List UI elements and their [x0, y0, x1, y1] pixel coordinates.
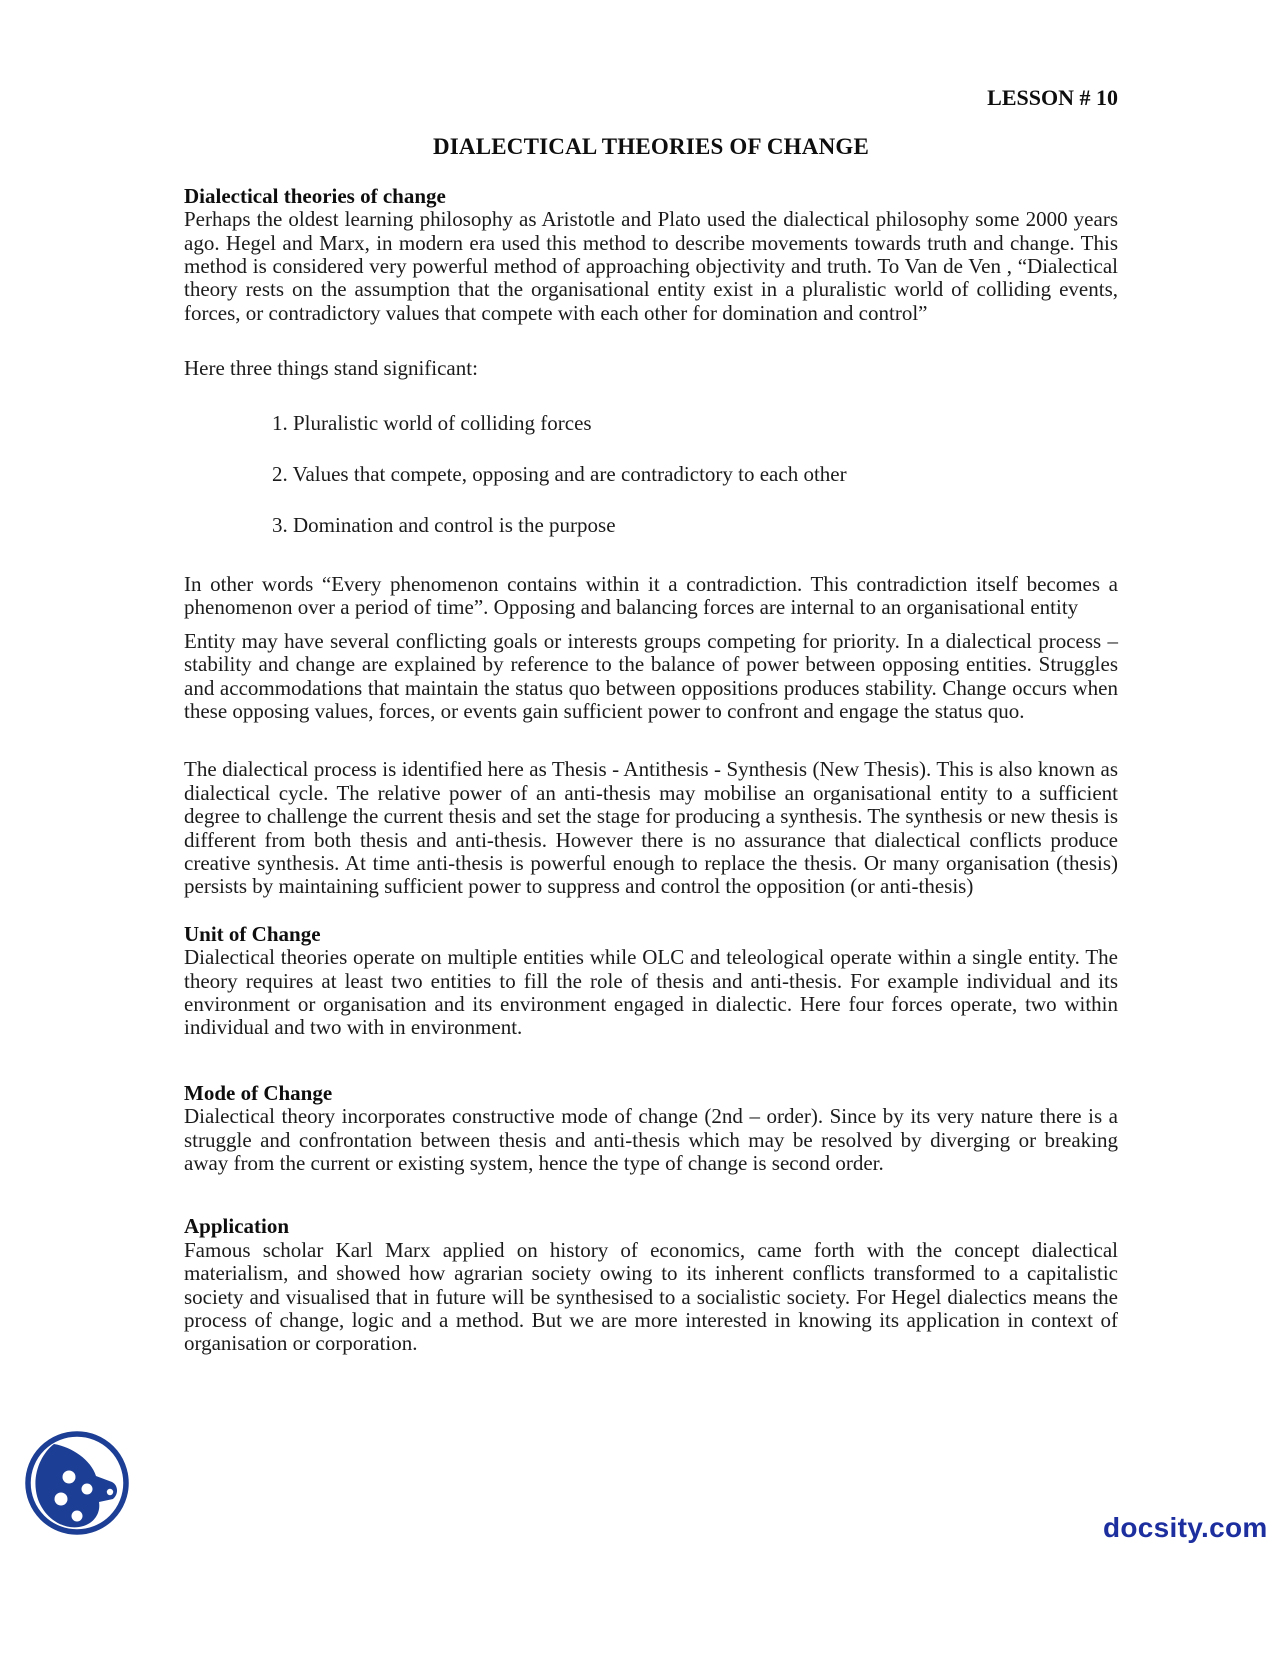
paragraph-intro: Perhaps the oldest learning philosophy as Aristotle and Plato used the dialectical philosophy some 2000 years ago. Hegel and Marx, in modern era used this method to describe movements towards truth and change. This method is considered very powerful method of approaching objectivity and truth. To Van de Ven , “Dialectical theory rests on the assumption that the organisational entity exist in a pluralistic world of colliding events, forces, or contradictory values that compete with each other for domination and control”: [184, 207, 1118, 325]
docsity-watermark-link[interactable]: docsity.com: [1103, 1512, 1268, 1543]
section-heading-mode-of-change: Mode of Change: [184, 1080, 333, 1105]
paragraph-entity: Entity may have several conflicting goals or interests groups competing for priority. In a dialectical process – stability and change are explained by reference to the balance of power between opposing entities. Struggles and accommodations that maintain the status quo between oppositions produces stability. Change occurs when these opposing values, forces, or events gain sufficient power to confront and engage the status quo.: [184, 628, 1118, 723]
lesson-number: LESSON # 10: [987, 85, 1118, 110]
list-item: 2. Values that compete, opposing and are contradictory to each other: [272, 462, 847, 487]
section-heading-application: Application: [184, 1214, 290, 1239]
paragraph-process: The dialectical process is identified here as Thesis - Antithesis - Synthesis (New Thesis). This is also known as dialectical cycle. The relative power of an anti-thesis may mobilise an organisational entity to a sufficient degree to challenge the current thesis and set the stage for producing a synthesis. The synthesis or new thesis is different from both thesis and anti-thesis. However there is no assurance that dialectical conflicts produce creative synthesis. At time anti-thesis is powerful enough to replace the thesis. Or many organisation (thesis) persists by maintaining sufficient power to suppress and control the opposition (or anti-thesis): [184, 757, 1118, 899]
paragraph-quote: In other words “Every phenomenon contains within it a contradiction. This contradiction itself becomes a phenomenon over a period of time”. Opposing and balancing forces are internal to an organisational entity: [184, 571, 1118, 620]
list-item: 3. Domination and control is the purpose: [272, 513, 616, 538]
list-item: 1. Pluralistic world of colliding forces: [272, 410, 592, 435]
paragraph-application: Famous scholar Karl Marx applied on history of economics, came forth with the concept dialectical materialism, and showed how agrarian society owing to its inherent conflicts transformed to a capitalistic society and visualised that in future will be synthesised to a socialistic society. For Hegel dialectics means the process of change, logic and a method. But we are more interested in knowing its application in context of organisation or corporation.: [184, 1237, 1118, 1356]
section-heading-unit-of-change: Unit of Change: [184, 921, 321, 946]
section-heading-dialectical-theories: Dialectical theories of change: [184, 183, 446, 208]
significant-intro: Here three things stand significant:: [184, 356, 478, 381]
page-title: DIALECTICAL THEORIES OF CHANGE: [432, 134, 870, 160]
docsity-logo-icon: [22, 1429, 132, 1537]
document-content: [184, 86, 1118, 1356]
paragraph-unit-of-change: Dialectical theories operate on multiple entities while OLC and teleological operate within a single entity. The theory requires at least two entities to fill the role of thesis and anti-thesis. For example individual and its environment or organisation and its environment engaged in dialectic. Here four forces operate, two within individual and two with in environment.: [184, 945, 1118, 1040]
paragraph-mode-of-change: Dialectical theory incorporates constructive mode of change (2nd – order). Since by its very nature there is a struggle and confrontation between thesis and anti-thesis which may be resolved by diverging or breaking away from the current or existing system, hence the type of change is second order.: [184, 1104, 1118, 1175]
